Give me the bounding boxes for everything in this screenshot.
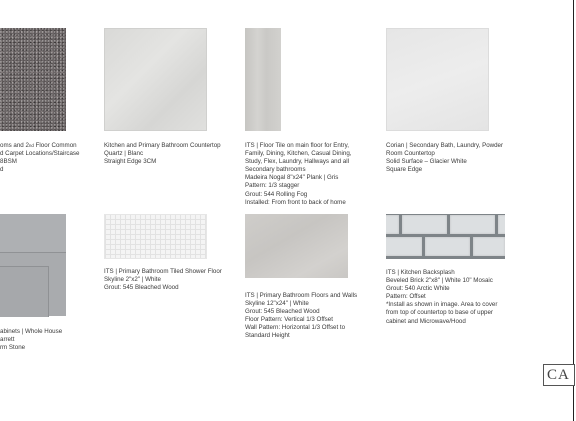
backsplash-caption (386, 269, 497, 326)
floor-plank-tile-swatch (245, 28, 281, 131)
plank-caption (245, 142, 352, 207)
cabinet-top-rail (0, 214, 66, 253)
floor-caption (245, 292, 357, 341)
mosaic-caption (104, 268, 222, 292)
page-edge-line (573, 0, 574, 421)
backsplash-caption-line-4: Pattern: Offset (386, 293, 426, 301)
cabinet-panel (0, 266, 49, 317)
brick-tile (402, 215, 447, 234)
plank-caption-line-7: Grout: 544 Rolling Fog (245, 190, 308, 198)
mosaic-caption-line-2: Skyline 2"x2" | White (104, 276, 161, 284)
corian-caption-line-2: Room Countertop (386, 150, 435, 158)
cabinet-caption-line-1: abinets | Whole House (0, 328, 63, 335)
quartz-caption (104, 142, 221, 166)
floor-caption-line-5: Wall Pattern: Horizontal 1/3 Offset to (245, 324, 346, 332)
plank-caption-line-3: Study, Flex, Laundry, Hallways and all (245, 158, 349, 166)
corian-caption-line-3: Solid Surface – Glacier White (386, 158, 467, 166)
corian-caption (386, 142, 503, 174)
quartz-caption-line-2: Quartz | Blanc (104, 150, 144, 158)
carpet-caption-line-2: d Carpet Locations/Staircase (0, 150, 80, 158)
mosaic-caption-line-3: Grout: 545 Bleached Wood (104, 284, 179, 292)
carpet-caption (0, 142, 79, 174)
brand-logo (543, 364, 575, 386)
backsplash-caption-line-2: Beveled Brick 2"x8" | White 10" Mosaic (386, 277, 493, 285)
brick-tile (386, 237, 422, 256)
plank-caption-line-5: Madeira Nogal 8"x24" Plank | Gris (245, 174, 339, 182)
backsplash-caption-line-5: *Install as shown in image. Area to cover (386, 301, 498, 309)
quartz-caption-line-3: Straight Edge 3CM (104, 158, 157, 166)
plank-caption-line-1: ITS | Floor Tile on main floor for Entry, (245, 142, 349, 149)
floor-caption-line-6: Standard Height (245, 332, 290, 340)
cabinet-caption-line-2: arrett (0, 336, 15, 344)
brick-tile (473, 237, 505, 256)
bathroom-floor-tile-swatch (245, 214, 348, 278)
kitchen-backsplash-swatch (386, 214, 505, 259)
backsplash-caption-line-1: ITS | Kitchen Backsplash (386, 269, 455, 276)
backsplash-caption-line-3: Grout: 540 Arctic White (386, 285, 450, 293)
plank-caption-line-4: Secondary bathrooms (245, 166, 306, 174)
carpet-caption-line-3: 8BSM (0, 158, 17, 166)
brick-tile (425, 237, 470, 256)
carpet-caption-line-1: oms and 2nd Floor Common (0, 142, 77, 149)
floor-caption-line-3: Grout: 545 Bleached Wood (245, 308, 320, 316)
cabinet-caption-line-3: rm Stone (0, 344, 26, 352)
shower-floor-mosaic-swatch (104, 214, 207, 259)
plank-caption-line-8: Installed: From front to back of home (245, 198, 346, 206)
quartz-caption-line-1: Kitchen and Primary Bathroom Countertop (104, 142, 221, 149)
corian-caption-line-4: Square Edge (386, 166, 423, 174)
cabinet-door-swatch (0, 214, 66, 316)
plank-caption-line-6: Pattern: 1/3 stagger (245, 182, 300, 190)
corian-caption-line-1: Corian | Secondary Bath, Laundry, Powder (386, 142, 504, 149)
floor-caption-line-4: Floor Pattern: Vertical 1/3 Offset (245, 316, 333, 324)
brick-tile (386, 215, 399, 234)
quartz-countertop-swatch (104, 28, 207, 131)
backsplash-caption-line-7: cabinet and Microwave/Hood (386, 317, 466, 325)
brand-logo-text: CA (547, 367, 570, 383)
mosaic-caption-line-1: ITS | Primary Bathroom Tiled Shower Floor (104, 268, 222, 275)
brick-tile (498, 215, 505, 234)
carpet-swatch (0, 28, 66, 131)
floor-caption-line-2: Skyline 12"x24" | White (245, 300, 309, 308)
brick-tile (450, 215, 495, 234)
backsplash-caption-line-6: from top of countertop to base of upper (386, 309, 493, 317)
floor-caption-line-1: ITS | Primary Bathroom Floors and Walls (245, 292, 358, 299)
cabinet-caption (0, 328, 62, 352)
carpet-caption-line-4: d (0, 166, 4, 174)
plank-caption-line-2: Family, Dining, Kitchen, Casual Dining, (245, 150, 352, 158)
corian-countertop-swatch (386, 28, 489, 131)
